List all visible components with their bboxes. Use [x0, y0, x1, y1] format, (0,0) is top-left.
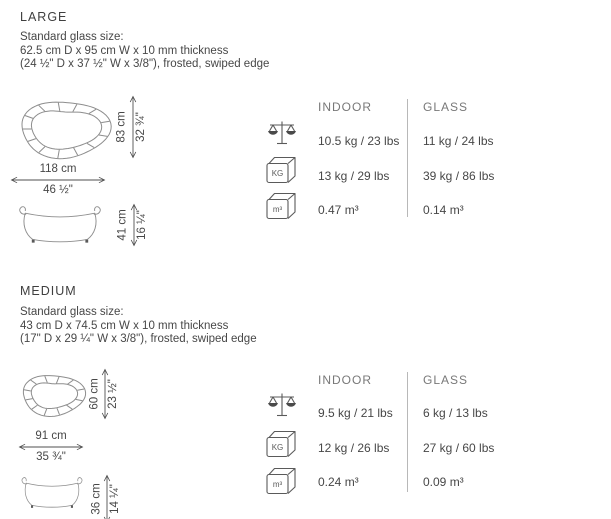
- side-view-drawing: [13, 206, 107, 244]
- indoor-weight-value: 10.5 kg / 23 lbs: [318, 134, 400, 148]
- column-divider: [407, 99, 408, 217]
- section-title: MEDIUM: [20, 284, 77, 298]
- glass-size-label: Standard glass size:: [20, 31, 124, 43]
- side-view-drawing: [17, 477, 87, 509]
- depth-dimension-inch-label: 23 ½": [107, 379, 120, 409]
- svg-text:m³: m³: [272, 205, 283, 214]
- volume-box-icon: [266, 192, 296, 220]
- column-header-glass: GLASS: [423, 373, 469, 387]
- depth-dimension-inch-label: 32 ¾": [135, 112, 148, 142]
- glass-size-metric: 43 cm D x 74.5 cm W x 10 mm thickness: [20, 319, 229, 332]
- width-dimension-line: [18, 443, 84, 451]
- kg-box-icon: [266, 156, 296, 184]
- glass-size-imperial: (17" D x 29 ¼" W x 3/8"), frosted, swiped edge: [20, 333, 257, 345]
- glass-volume-value: 0.09 m³: [423, 475, 464, 489]
- height-dimension-cm-label: 36 cm: [91, 483, 104, 515]
- column-header-indoor: INDOOR: [318, 373, 372, 387]
- glass-volume-value: 0.14 m³: [423, 203, 464, 217]
- svg-text:KG: KG: [271, 169, 284, 178]
- top-view-drawing: [13, 94, 113, 164]
- glass-size-imperial: (24 ½" D x 37 ½" W x 3/8"), frosted, swiped edge: [20, 58, 270, 70]
- indoor-packed-weight-value: 13 kg / 29 lbs: [318, 169, 390, 183]
- height-dimension-cm-label: 41 cm: [117, 209, 130, 241]
- indoor-volume-value: 0.47 m³: [318, 203, 359, 217]
- indoor-volume-value: 0.24 m³: [318, 475, 359, 489]
- glass-weight-value: 11 kg / 24 lbs: [423, 134, 494, 148]
- width-dimension-line: [10, 176, 106, 184]
- section-title: LARGE: [20, 10, 68, 24]
- depth-dimension-cm-label: 83 cm: [116, 111, 129, 143]
- glass-size-label: Standard glass size:: [20, 306, 124, 318]
- glass-size-metric: 62.5 cm D x 95 cm W x 10 mm thickness: [20, 44, 229, 57]
- column-header-glass: GLASS: [423, 100, 469, 114]
- height-dimension-inch-label: 14 ¼": [109, 484, 122, 514]
- indoor-weight-value: 9.5 kg / 21 lbs: [318, 406, 393, 420]
- height-dimension-inch-label: 16 ¼": [136, 210, 149, 240]
- width-dimension-cm-label: 91 cm: [35, 430, 67, 442]
- glass-size-block: [20, 306, 257, 347]
- width-dimension-inch-label: 46 ½": [43, 184, 73, 196]
- glass-size-block: [20, 31, 269, 72]
- svg-text:m³: m³: [272, 480, 283, 489]
- column-header-indoor: INDOOR: [318, 100, 372, 114]
- volume-box-icon: [266, 467, 296, 495]
- column-divider: [407, 372, 408, 492]
- top-view-drawing: [16, 369, 88, 421]
- depth-dimension-cm-label: 60 cm: [89, 378, 102, 410]
- indoor-packed-weight-value: 12 kg / 26 lbs: [318, 441, 390, 455]
- glass-weight-value: 6 kg / 13 lbs: [423, 406, 488, 420]
- svg-text:KG: KG: [271, 443, 284, 452]
- glass-packed-weight-value: 27 kg / 60 lbs: [423, 441, 495, 455]
- glass-packed-weight-value: 39 kg / 86 lbs: [423, 169, 495, 183]
- scale-icon: [265, 119, 299, 147]
- width-dimension-cm-label: 118 cm: [39, 163, 77, 175]
- scale-icon: [265, 391, 299, 419]
- kg-box-icon: [266, 430, 296, 458]
- width-dimension-inch-label: 35 ¾": [36, 451, 66, 463]
